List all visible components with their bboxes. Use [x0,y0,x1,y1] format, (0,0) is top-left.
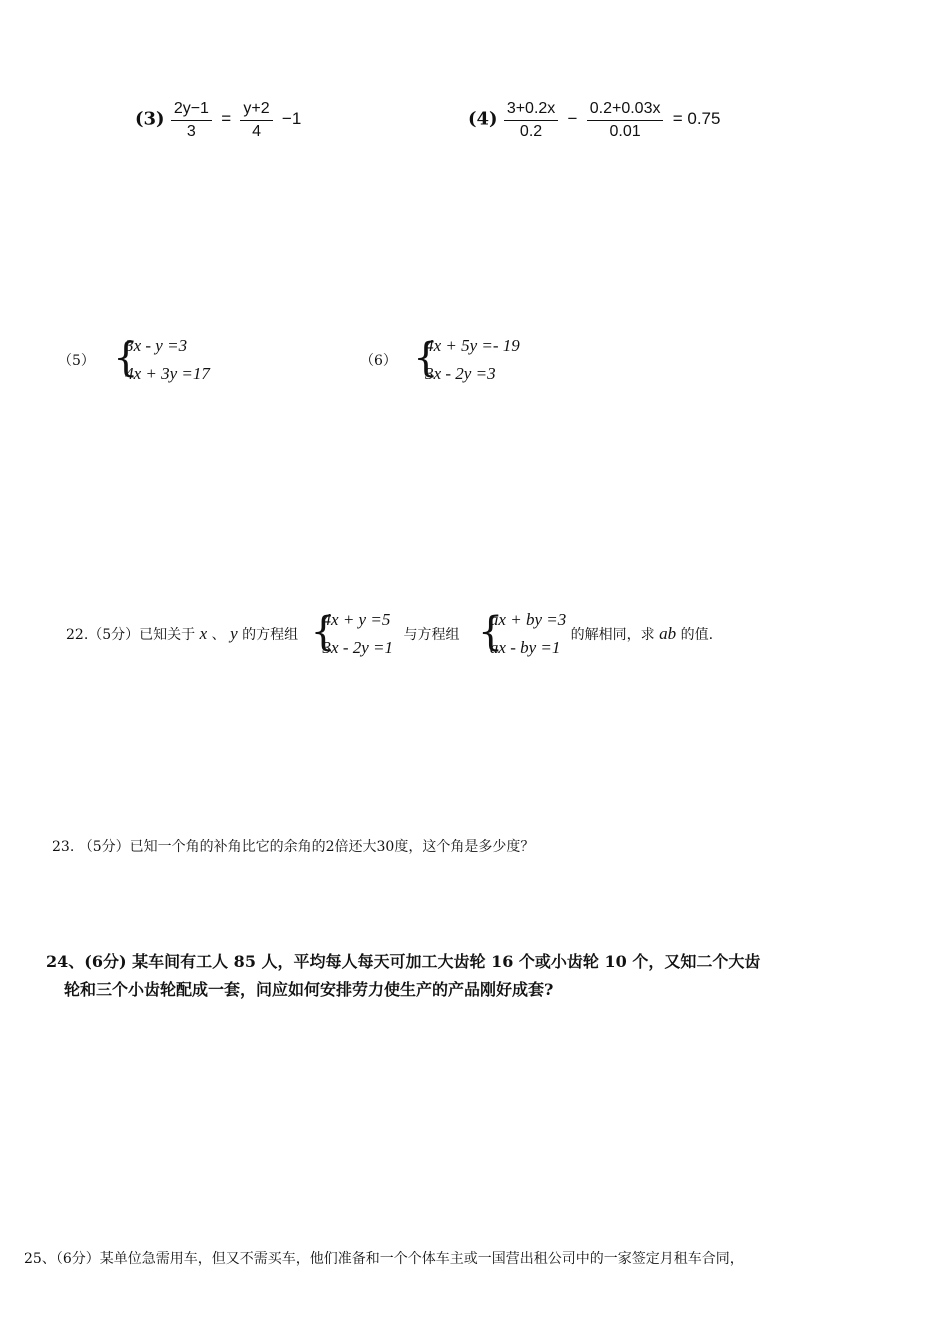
fraction-numerator: 0.2+0.03x [587,100,664,121]
fraction-denominator: 0.01 [609,123,641,140]
fraction-left [171,100,212,141]
equation-tail: = 0.75 [672,109,721,129]
system-row: 4x + 5y =- 19 [425,336,520,355]
system-row: 4x + y =5 [322,610,391,629]
minus-sign: − [567,109,578,129]
system-row: 4x + 3y =17 [125,364,210,383]
equation-4-label: (4) [468,108,498,130]
brace-icon: { [477,609,504,655]
question-23: 23. （5分）已知一个角的补角比它的余角的2倍还大30度，这个角是多少度？ [52,839,535,855]
variable-x: x [199,624,208,643]
question-22-suffix: 的值. [680,627,714,643]
variable-ab: ab [659,624,677,643]
fraction-numerator: y+2 [240,100,272,121]
fraction-denominator: 0.2 [519,123,543,140]
equation-system [413,332,520,388]
question-22-text: 的方程组 [242,627,299,643]
equation-5-label: （5） [58,353,95,369]
question-22-text: 与方程组 [403,627,460,643]
fraction-b [587,100,664,141]
equation-6-label: （6） [360,353,397,369]
question-22-prefix: 22.（5分）已知关于 [66,627,196,643]
fraction-numerator: 3+0.2x [504,100,558,121]
equation-tail: −1 [281,109,302,129]
equation-system-1 [311,606,393,662]
equation-5 [58,332,210,388]
question-24-line-1: 24、(6分) 某车间有工人 85 人，平均每人每天可加工大齿轮 16 个或小齿轮 10 个，又知二个大齿 [46,952,761,971]
brace-icon: { [113,335,139,381]
fraction-right [240,100,272,141]
question-24-line-2: 轮和三个小齿轮配成一套，问应如何安排劳力使生产的产品刚好成套? [64,980,554,999]
equals-sign: = [221,109,232,129]
fraction-denominator: 3 [186,123,196,140]
system-row: ax + by =3 [489,610,567,629]
equation-system-2 [478,606,566,662]
system-row: 3x - 2y =1 [322,638,394,657]
brace-icon: { [413,335,439,381]
equation-3 [135,100,304,141]
equation-4 [468,100,723,141]
fraction-denominator: 4 [252,123,261,140]
equation-3-label: (3) [135,108,165,130]
system-row: 3x - y =3 [125,336,188,355]
question-25: 25、（6分）某单位急需用车，但又不需买车，他们准备和一个个体车主或一国营出租公司中的一家签定月租车合同， [24,1251,744,1267]
equation-system [113,332,210,388]
question-22-text: 的解相同，求 [570,627,655,643]
variable-y: y [230,624,238,643]
fraction-a [504,100,558,141]
separator: 、 [211,627,226,643]
question-22 [66,606,713,662]
system-row: ax - by =1 [489,638,561,657]
fraction-numerator: 2y−1 [171,100,212,121]
system-row: 3x - 2y =3 [425,364,496,383]
brace-icon: { [310,609,336,655]
equation-6 [360,332,520,388]
